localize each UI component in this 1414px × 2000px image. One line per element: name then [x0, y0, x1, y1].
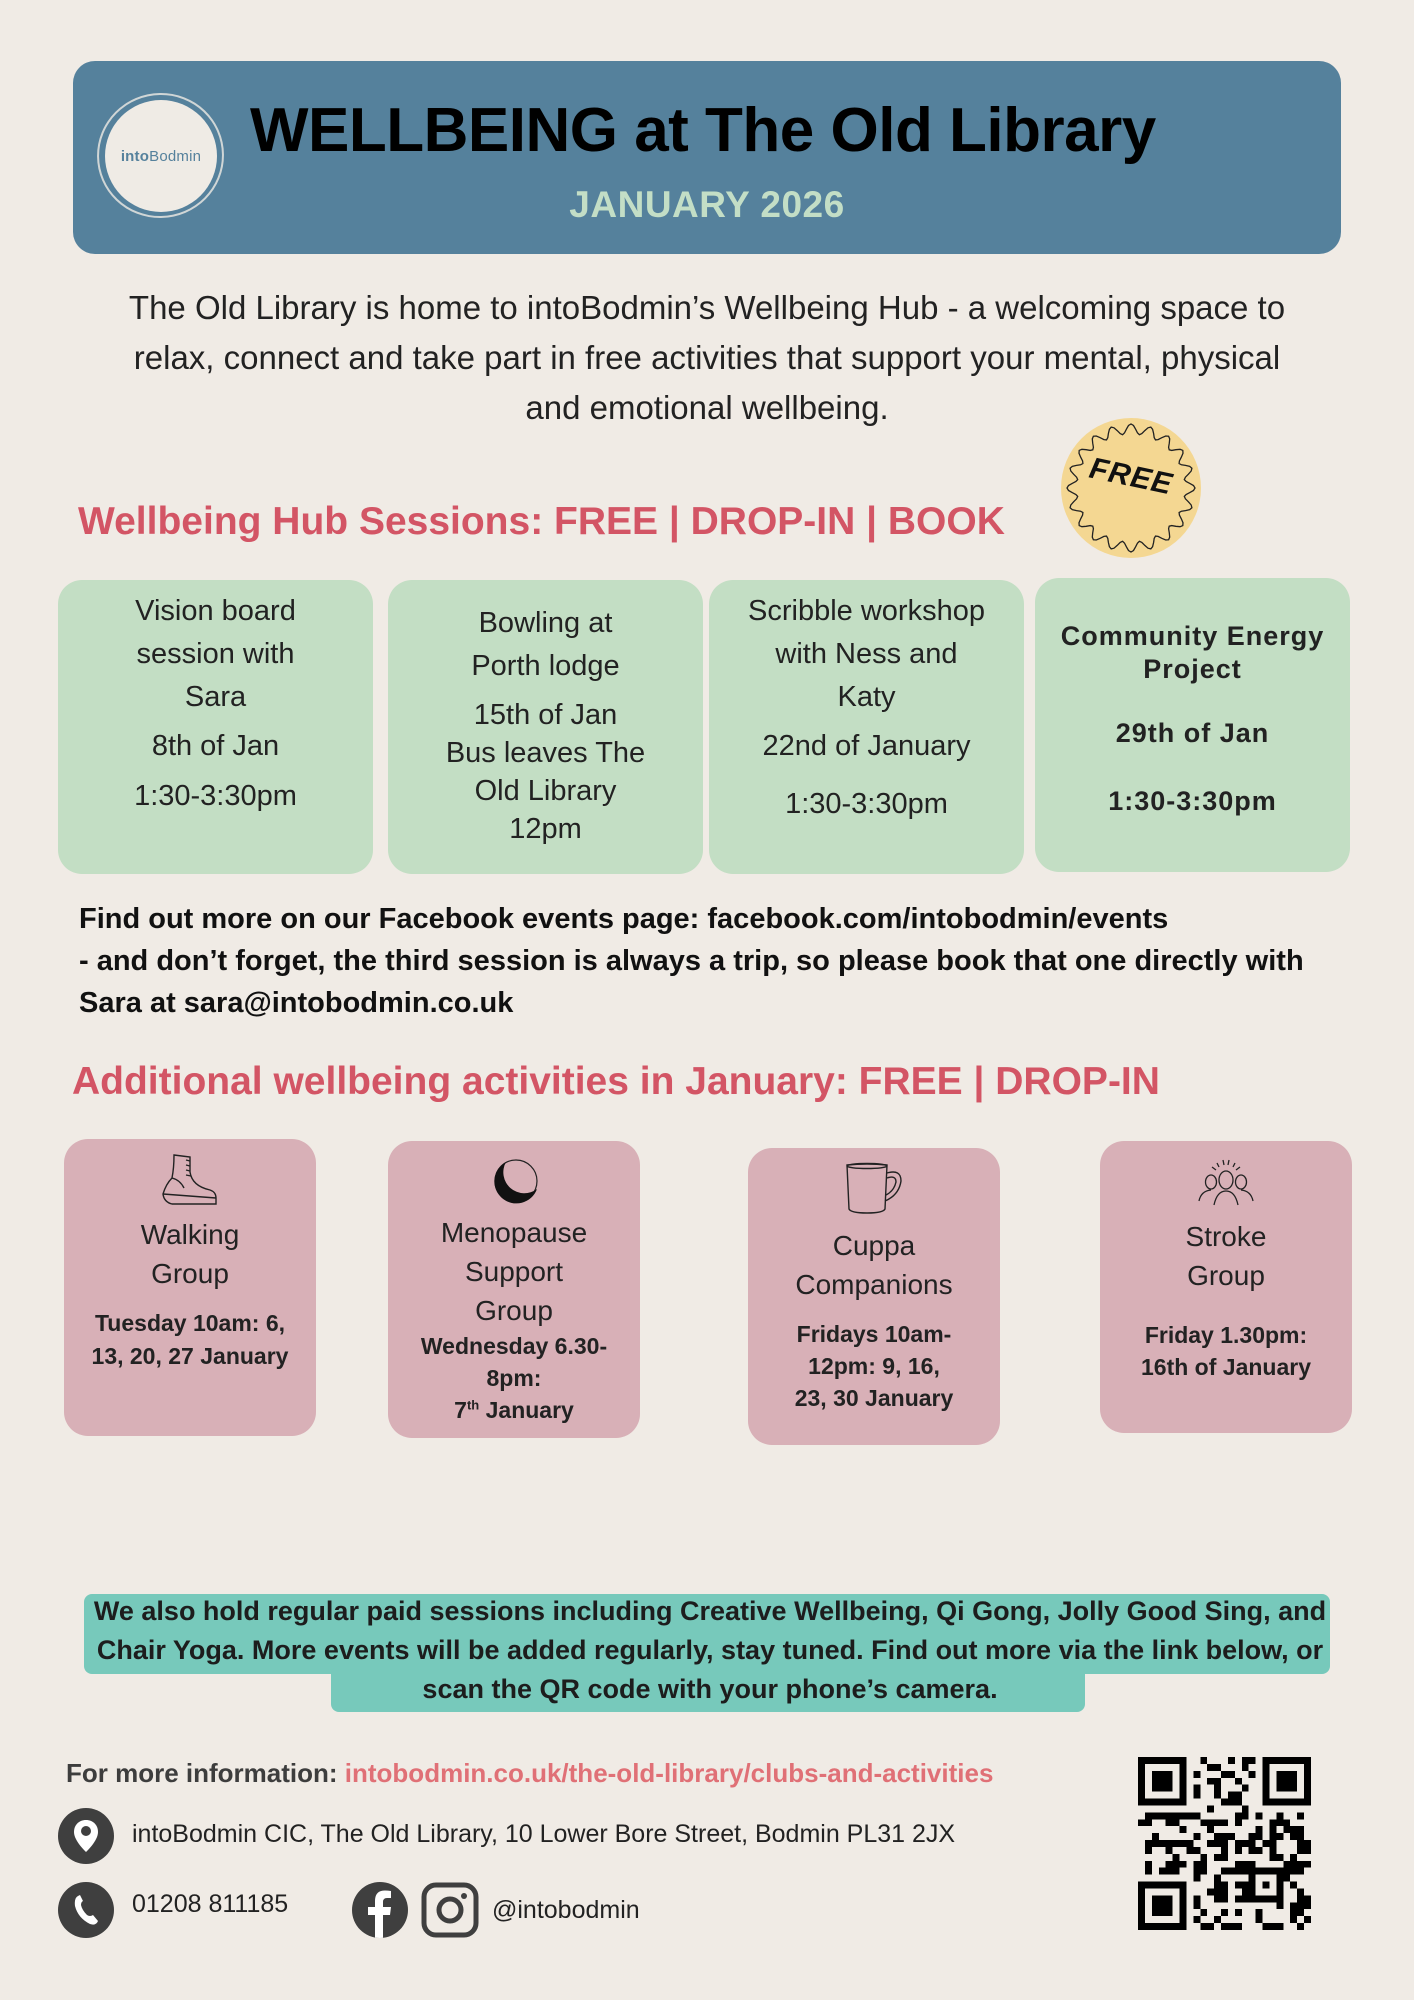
activity-title: Walking Group — [140, 1219, 240, 1289]
hub-sessions-heading: Wellbeing Hub Sessions: FREE | DROP-IN | BOOK — [78, 500, 1005, 543]
session-time: 1:30-3:30pm — [1108, 786, 1277, 816]
session-time: 1:30-3:30pm — [785, 788, 948, 820]
activity-card-cuppa-companions — [748, 1148, 1000, 1445]
phone-number[interactable]: 01208 811185 — [132, 1890, 289, 1918]
session-date: 22nd of January — [762, 730, 971, 762]
activity-title: Cuppa Companions — [795, 1230, 953, 1300]
activity-title: Stroke Group — [1185, 1221, 1267, 1291]
activity-details: Friday 1.30pm: 16th of January — [1141, 1322, 1311, 1380]
activity-card-menopause-support — [388, 1141, 640, 1438]
session-title: Vision board session with Sara — [135, 595, 296, 713]
session-card-community-energy — [1035, 578, 1350, 872]
boot-icon — [160, 1151, 220, 1209]
session-time: Bus leaves The Old Library 12pm — [445, 737, 646, 845]
activity-card-walking-group — [64, 1139, 316, 1436]
session-card-vision-board — [58, 580, 373, 874]
session-date: 15th of Jan — [473, 699, 618, 731]
location-pin-icon — [58, 1808, 114, 1864]
more-info-line: For more information: intobodmin.co.uk/the-old-library/clubs-and-activities — [66, 1758, 994, 1788]
activity-details: Tuesday 10am: 6, 13, 20, 27 January — [91, 1310, 289, 1369]
activity-details: Fridays 10am-12pm: 9, 16, 23, 30 January — [794, 1321, 954, 1411]
intro-paragraph: The Old Library is home to intoBodmin’s Wellbeing Hub - a welcoming space to relax, connect and take part in free activities that support your mental, physical and emotional wellbeing. — [128, 289, 1286, 426]
session-title: Community Energy Project — [1060, 621, 1325, 684]
session-card-bowling — [388, 580, 703, 874]
facebook-icon[interactable] — [352, 1882, 408, 1938]
additional-activities-heading: Additional wellbeing activities in January: FREE | DROP-IN — [72, 1060, 1160, 1103]
social-handle[interactable]: @intobodmin — [492, 1896, 640, 1924]
instagram-icon[interactable] — [421, 1882, 479, 1938]
session-title: Scribble workshop with Ness and Katy — [748, 595, 985, 713]
qr-code[interactable] — [1138, 1757, 1311, 1930]
free-badge-label: FREE — [1086, 451, 1176, 502]
page-title: WELLBEING at The Old Library — [250, 96, 1156, 165]
session-date: 8th of Jan — [151, 730, 280, 762]
address: intoBodmin CIC, The Old Library, 10 Lower Bore Street, Bodmin PL31 2JX — [132, 1820, 956, 1848]
clubs-activities-link[interactable]: intobodmin.co.uk/the-old-library/clubs-and-activities — [344, 1758, 994, 1788]
facebook-notice: Find out more on our Facebook events page: facebook.com/intobodmin/events - and don’t forget, the third session is always a trip, so please book that one directly with Sara at sara@intobodmin.co.uk — [79, 903, 1304, 1019]
moon-icon — [488, 1153, 540, 1211]
intobodmin-logo: into Bodmin — [105, 100, 217, 212]
activity-details: Wednesday 6.30-8pm: 7th January — [420, 1333, 608, 1423]
activity-card-stroke-group — [1100, 1141, 1352, 1433]
session-time: 1:30-3:30pm — [134, 780, 297, 812]
session-card-scribble — [709, 580, 1024, 874]
session-title: Bowling at Porth lodge — [471, 607, 620, 682]
mug-icon — [843, 1160, 905, 1218]
session-date: 29th of Jan — [1115, 718, 1270, 748]
page-subtitle: JANUARY 2026 — [569, 184, 845, 225]
activity-title: Menopause Support Group — [440, 1217, 588, 1326]
paid-sessions-text: We also hold regular paid sessions including Creative Wellbeing, Qi Gong, Jolly Good Sing, and Chair Yoga. More events will be added regularly, stay tuned. Find out more via the link below, or scan the QR code with your phone’s camera. — [93, 1596, 1327, 1704]
people-icon — [1195, 1153, 1257, 1211]
phone-icon — [58, 1882, 114, 1938]
